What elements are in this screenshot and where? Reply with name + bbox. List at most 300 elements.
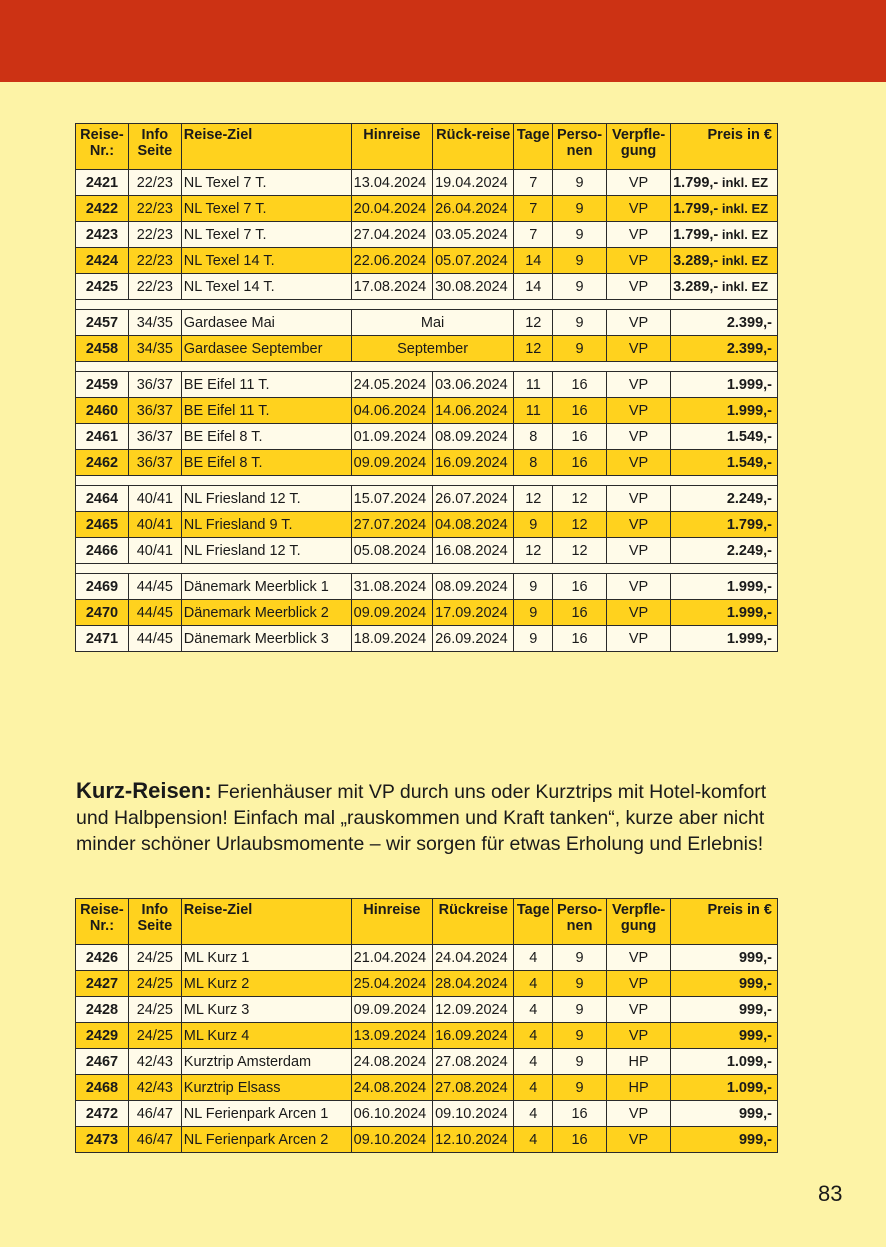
header-tage: Tage (514, 124, 553, 170)
cell-rueckreise: 16.09.2024 (433, 1023, 514, 1049)
cell-rueckreise: 27.08.2024 (433, 1075, 514, 1101)
cell-personen: 16 (553, 574, 607, 600)
cell-reise-ziel: Gardasee Mai (181, 310, 351, 336)
cell-reise-ziel: NL Texel 14 T. (181, 248, 351, 274)
cell-hinreise: 31.08.2024 (351, 574, 432, 600)
cell-hinreise: 09.10.2024 (351, 1127, 432, 1153)
header-hinreise: Hinreise (351, 899, 432, 945)
cell-personen: 12 (553, 512, 607, 538)
cell-personen: 9 (553, 310, 607, 336)
cell-personen: 9 (553, 196, 607, 222)
cell-preis (671, 372, 778, 398)
cell-rueckreise: 19.04.2024 (433, 170, 514, 196)
separator-cell (76, 476, 778, 486)
cell-verpflegung: VP (607, 1127, 671, 1153)
cell-tage: 4 (514, 1101, 553, 1127)
cell-tage: 12 (514, 486, 553, 512)
cell-reise-ziel: Dänemark Meerblick 3 (181, 626, 351, 652)
cell-tage: 14 (514, 248, 553, 274)
header-reise-ziel: Reise-Ziel (181, 124, 351, 170)
cell-personen: 9 (553, 170, 607, 196)
cell-preis (671, 626, 778, 652)
price-note: inkl. EZ (718, 200, 769, 216)
cell-reise-nr: 2468 (76, 1075, 129, 1101)
price-value: 3.289,- (673, 278, 719, 295)
cell-preis (671, 248, 778, 274)
cell-preis (671, 310, 778, 336)
cell-verpflegung: VP (607, 945, 671, 971)
cell-reise-nr: 2459 (76, 372, 129, 398)
cell-info-seite: 24/25 (128, 971, 181, 997)
cell-preis (671, 1101, 778, 1127)
cell-info-seite: 22/23 (128, 196, 181, 222)
cell-hinreise: 21.04.2024 (351, 945, 432, 971)
price-value: 1.549,- (726, 454, 772, 471)
table-header-row (76, 124, 778, 170)
cell-personen: 9 (553, 1023, 607, 1049)
cell-tage: 12 (514, 310, 553, 336)
header-rueckreise: Rück-reise (433, 124, 514, 170)
cell-verpflegung: VP (607, 538, 671, 564)
cell-info-seite: 40/41 (128, 512, 181, 538)
price-value: 2.399,- (726, 314, 772, 331)
header-verpflegung: Verpfle- gung (607, 124, 671, 170)
header-preis: Preis in € (671, 124, 778, 170)
cell-info-seite: 34/35 (128, 310, 181, 336)
cell-reise-nr: 2425 (76, 274, 129, 300)
cell-personen: 9 (553, 945, 607, 971)
cell-reise-ziel: ML Kurz 3 (181, 997, 351, 1023)
cell-preis (671, 997, 778, 1023)
price-value: 1.799,- (673, 174, 719, 191)
cell-rueckreise: 05.07.2024 (433, 248, 514, 274)
cell-reise-nr: 2465 (76, 512, 129, 538)
cell-preis (671, 450, 778, 476)
price-value: 1.799,- (726, 516, 772, 533)
cell-verpflegung: VP (607, 398, 671, 424)
cell-info-seite: 42/43 (128, 1049, 181, 1075)
cell-hinreise: 15.07.2024 (351, 486, 432, 512)
table-row (76, 310, 778, 336)
cell-personen: 9 (553, 971, 607, 997)
cell-reise-ziel: NL Texel 7 T. (181, 196, 351, 222)
price-note: inkl. EZ (718, 252, 769, 268)
page-number: 83 (818, 1181, 843, 1206)
price-value: 1.999,- (726, 630, 772, 647)
cell-tage: 7 (514, 222, 553, 248)
cell-personen: 12 (553, 486, 607, 512)
travel-table-short-trips (75, 898, 778, 1153)
cell-preis (671, 1127, 778, 1153)
cell-reise-ziel: Dänemark Meerblick 1 (181, 574, 351, 600)
cell-personen: 9 (553, 248, 607, 274)
cell-preis (671, 945, 778, 971)
cell-info-seite: 36/37 (128, 398, 181, 424)
price-note: inkl. EZ (718, 174, 769, 190)
cell-personen: 16 (553, 424, 607, 450)
cell-verpflegung: VP (607, 600, 671, 626)
header-preis: Preis in € (671, 899, 778, 945)
price-note: inkl. EZ (718, 278, 769, 294)
cell-verpflegung: VP (607, 1101, 671, 1127)
cell-personen: 16 (553, 626, 607, 652)
cell-preis (671, 336, 778, 362)
cell-personen: 16 (553, 398, 607, 424)
cell-preis (671, 600, 778, 626)
table-row (76, 196, 778, 222)
top-color-bar (0, 0, 886, 82)
cell-preis (671, 424, 778, 450)
cell-hinreise: 05.08.2024 (351, 538, 432, 564)
cell-hinreise: 01.09.2024 (351, 424, 432, 450)
cell-tage: 8 (514, 450, 553, 476)
cell-verpflegung: VP (607, 486, 671, 512)
cell-rueckreise: 12.10.2024 (433, 1127, 514, 1153)
cell-verpflegung: VP (607, 310, 671, 336)
cell-info-seite: 34/35 (128, 336, 181, 362)
table-row (76, 1101, 778, 1127)
cell-verpflegung: VP (607, 997, 671, 1023)
cell-hinreise: 20.04.2024 (351, 196, 432, 222)
table-row (76, 372, 778, 398)
cell-verpflegung: VP (607, 450, 671, 476)
table-row (76, 486, 778, 512)
cell-preis (671, 1075, 778, 1101)
cell-tage: 8 (514, 424, 553, 450)
cell-tage: 9 (514, 600, 553, 626)
cell-info-seite: 22/23 (128, 248, 181, 274)
price-value: 1.999,- (726, 402, 772, 419)
cell-reise-nr: 2471 (76, 626, 129, 652)
price-note: inkl. EZ (718, 226, 769, 242)
cell-preis (671, 222, 778, 248)
cell-info-seite: 44/45 (128, 626, 181, 652)
table-row (76, 424, 778, 450)
cell-reise-ziel: BE Eifel 8 T. (181, 450, 351, 476)
cell-reise-nr: 2422 (76, 196, 129, 222)
header-personen: Perso- nen (553, 899, 607, 945)
price-value: 2.249,- (726, 490, 772, 507)
cell-reise-nr: 2466 (76, 538, 129, 564)
cell-verpflegung: VP (607, 424, 671, 450)
price-value: 999,- (738, 1131, 772, 1148)
cell-preis (671, 398, 778, 424)
price-value: 1.549,- (726, 428, 772, 445)
cell-tage: 4 (514, 1075, 553, 1101)
cell-tage: 4 (514, 945, 553, 971)
cell-reise-ziel: ML Kurz 4 (181, 1023, 351, 1049)
cell-hinreise: 06.10.2024 (351, 1101, 432, 1127)
cell-reise-nr: 2457 (76, 310, 129, 336)
cell-reisezeitraum: September (351, 336, 514, 362)
price-value: 1.799,- (673, 200, 719, 217)
group-separator (76, 476, 778, 486)
cell-hinreise: 09.09.2024 (351, 997, 432, 1023)
table-row (76, 336, 778, 362)
table-row (76, 170, 778, 196)
cell-hinreise: 27.07.2024 (351, 512, 432, 538)
cell-rueckreise: 17.09.2024 (433, 600, 514, 626)
price-value: 3.289,- (673, 252, 719, 269)
table-row (76, 997, 778, 1023)
separator-cell (76, 300, 778, 310)
cell-rueckreise: 14.06.2024 (433, 398, 514, 424)
cell-hinreise: 13.04.2024 (351, 170, 432, 196)
cell-tage: 4 (514, 971, 553, 997)
price-value: 999,- (738, 1001, 772, 1018)
table-row (76, 945, 778, 971)
cell-reise-nr: 2424 (76, 248, 129, 274)
cell-info-seite: 42/43 (128, 1075, 181, 1101)
cell-hinreise: 24.05.2024 (351, 372, 432, 398)
price-value: 999,- (738, 1027, 772, 1044)
cell-tage: 9 (514, 626, 553, 652)
kurz-reisen-text: Ferienhäuser mit VP durch uns oder Kurztrips mit Hotel-komfort und Halbpension! Einfach mal „rauskommen und Kraft tanken“, kurze aber nicht minder schöner Urlaubsmomente – wir sorgen für etwas Erholung und Erlebnis! (76, 781, 767, 855)
cell-verpflegung: VP (607, 248, 671, 274)
cell-reise-ziel: BE Eifel 8 T. (181, 424, 351, 450)
cell-tage: 4 (514, 997, 553, 1023)
cell-reise-ziel: BE Eifel 11 T. (181, 398, 351, 424)
cell-reise-nr: 2421 (76, 170, 129, 196)
cell-hinreise: 09.09.2024 (351, 450, 432, 476)
group-separator (76, 564, 778, 574)
table-row (76, 1023, 778, 1049)
cell-reise-ziel: Dänemark Meerblick 2 (181, 600, 351, 626)
cell-info-seite: 40/41 (128, 538, 181, 564)
cell-info-seite: 36/37 (128, 372, 181, 398)
price-value: 2.249,- (726, 542, 772, 559)
cell-tage: 9 (514, 512, 553, 538)
group-separator (76, 362, 778, 372)
table-row (76, 600, 778, 626)
cell-tage: 4 (514, 1127, 553, 1153)
cell-rueckreise: 09.10.2024 (433, 1101, 514, 1127)
cell-preis (671, 538, 778, 564)
price-value: 1.999,- (726, 376, 772, 393)
cell-hinreise: 13.09.2024 (351, 1023, 432, 1049)
cell-reisezeitraum: Mai (351, 310, 514, 336)
cell-info-seite: 24/25 (128, 945, 181, 971)
cell-info-seite: 22/23 (128, 274, 181, 300)
cell-personen: 16 (553, 372, 607, 398)
cell-hinreise: 25.04.2024 (351, 971, 432, 997)
table-row (76, 574, 778, 600)
cell-rueckreise: 08.09.2024 (433, 574, 514, 600)
table-row (76, 512, 778, 538)
cell-verpflegung: VP (607, 574, 671, 600)
header-info-seite: Info Seite (128, 899, 181, 945)
table-row (76, 538, 778, 564)
cell-preis (671, 1023, 778, 1049)
cell-tage: 11 (514, 398, 553, 424)
kurz-reisen-heading: Kurz-Reisen: (76, 778, 212, 803)
cell-tage: 11 (514, 372, 553, 398)
cell-reise-ziel: NL Texel 14 T. (181, 274, 351, 300)
table-row (76, 222, 778, 248)
cell-personen: 9 (553, 997, 607, 1023)
cell-rueckreise: 03.05.2024 (433, 222, 514, 248)
cell-preis (671, 512, 778, 538)
cell-reise-nr: 2467 (76, 1049, 129, 1075)
cell-hinreise: 18.09.2024 (351, 626, 432, 652)
table-row (76, 626, 778, 652)
cell-reise-ziel: NL Texel 7 T. (181, 170, 351, 196)
cell-rueckreise: 16.09.2024 (433, 450, 514, 476)
cell-rueckreise: 28.04.2024 (433, 971, 514, 997)
header-info-seite: Info Seite (128, 124, 181, 170)
table-header-row (76, 899, 778, 945)
price-value: 999,- (738, 1105, 772, 1122)
cell-rueckreise: 16.08.2024 (433, 538, 514, 564)
cell-info-seite: 22/23 (128, 170, 181, 196)
cell-rueckreise: 04.08.2024 (433, 512, 514, 538)
cell-reise-ziel: NL Ferienpark Arcen 1 (181, 1101, 351, 1127)
cell-reise-nr: 2428 (76, 997, 129, 1023)
cell-personen: 12 (553, 538, 607, 564)
cell-preis (671, 486, 778, 512)
cell-tage: 4 (514, 1023, 553, 1049)
cell-reise-nr: 2472 (76, 1101, 129, 1127)
cell-hinreise: 24.08.2024 (351, 1049, 432, 1075)
cell-preis (671, 274, 778, 300)
cell-rueckreise: 30.08.2024 (433, 274, 514, 300)
cell-hinreise: 09.09.2024 (351, 600, 432, 626)
cell-personen: 9 (553, 222, 607, 248)
cell-personen: 16 (553, 1101, 607, 1127)
table-row (76, 398, 778, 424)
header-reise-nr: Reise- Nr.: (76, 899, 129, 945)
cell-personen: 16 (553, 600, 607, 626)
cell-verpflegung: VP (607, 512, 671, 538)
cell-reise-nr: 2426 (76, 945, 129, 971)
cell-tage: 4 (514, 1049, 553, 1075)
cell-hinreise: 27.04.2024 (351, 222, 432, 248)
cell-reise-ziel: NL Ferienpark Arcen 2 (181, 1127, 351, 1153)
cell-reise-ziel: ML Kurz 1 (181, 945, 351, 971)
cell-reise-nr: 2458 (76, 336, 129, 362)
cell-rueckreise: 26.04.2024 (433, 196, 514, 222)
cell-verpflegung: HP (607, 1049, 671, 1075)
cell-tage: 12 (514, 336, 553, 362)
cell-reise-nr: 2473 (76, 1127, 129, 1153)
separator-cell (76, 564, 778, 574)
cell-info-seite: 44/45 (128, 574, 181, 600)
cell-info-seite: 22/23 (128, 222, 181, 248)
header-reise-ziel: Reise-Ziel (181, 899, 351, 945)
cell-hinreise: 24.08.2024 (351, 1075, 432, 1101)
cell-personen: 9 (553, 1075, 607, 1101)
cell-info-seite: 24/25 (128, 1023, 181, 1049)
price-value: 1.099,- (726, 1053, 772, 1070)
cell-verpflegung: VP (607, 170, 671, 196)
cell-info-seite: 40/41 (128, 486, 181, 512)
cell-verpflegung: VP (607, 971, 671, 997)
price-value: 1.999,- (726, 604, 772, 621)
cell-rueckreise: 26.07.2024 (433, 486, 514, 512)
travel-table-main (75, 123, 778, 652)
cell-reise-nr: 2469 (76, 574, 129, 600)
price-value: 1.099,- (726, 1079, 772, 1096)
cell-rueckreise: 27.08.2024 (433, 1049, 514, 1075)
cell-info-seite: 36/37 (128, 450, 181, 476)
cell-rueckreise: 03.06.2024 (433, 372, 514, 398)
cell-personen: 9 (553, 1049, 607, 1075)
cell-reise-nr: 2423 (76, 222, 129, 248)
cell-reise-ziel: BE Eifel 11 T. (181, 372, 351, 398)
price-value: 1.999,- (726, 578, 772, 595)
cell-tage: 9 (514, 574, 553, 600)
cell-personen: 16 (553, 1127, 607, 1153)
cell-preis (671, 196, 778, 222)
cell-hinreise: 22.06.2024 (351, 248, 432, 274)
cell-verpflegung: HP (607, 1075, 671, 1101)
price-value: 999,- (738, 949, 772, 966)
cell-info-seite: 46/47 (128, 1101, 181, 1127)
price-value: 999,- (738, 975, 772, 992)
table-row (76, 1127, 778, 1153)
cell-verpflegung: VP (607, 196, 671, 222)
cell-personen: 9 (553, 336, 607, 362)
cell-info-seite: 36/37 (128, 424, 181, 450)
cell-reise-ziel: NL Texel 7 T. (181, 222, 351, 248)
cell-info-seite: 24/25 (128, 997, 181, 1023)
cell-tage: 12 (514, 538, 553, 564)
price-value: 2.399,- (726, 340, 772, 357)
cell-tage: 7 (514, 170, 553, 196)
cell-verpflegung: VP (607, 372, 671, 398)
cell-reise-nr: 2460 (76, 398, 129, 424)
cell-preis (671, 170, 778, 196)
table-row (76, 1049, 778, 1075)
price-value: 1.799,- (673, 226, 719, 243)
cell-reise-nr: 2429 (76, 1023, 129, 1049)
cell-verpflegung: VP (607, 222, 671, 248)
cell-verpflegung: VP (607, 1023, 671, 1049)
kurz-reisen-intro (76, 778, 776, 857)
header-reise-nr: Reise- Nr.: (76, 124, 129, 170)
cell-info-seite: 46/47 (128, 1127, 181, 1153)
cell-personen: 16 (553, 450, 607, 476)
cell-reise-nr: 2461 (76, 424, 129, 450)
header-personen: Perso- nen (553, 124, 607, 170)
header-verpflegung: Verpfle- gung (607, 899, 671, 945)
group-separator (76, 300, 778, 310)
cell-personen: 9 (553, 274, 607, 300)
cell-rueckreise: 26.09.2024 (433, 626, 514, 652)
cell-reise-nr: 2427 (76, 971, 129, 997)
cell-reise-ziel: ML Kurz 2 (181, 971, 351, 997)
table-row (76, 248, 778, 274)
cell-preis (671, 1049, 778, 1075)
cell-rueckreise: 24.04.2024 (433, 945, 514, 971)
cell-hinreise: 04.06.2024 (351, 398, 432, 424)
cell-hinreise: 17.08.2024 (351, 274, 432, 300)
cell-verpflegung: VP (607, 274, 671, 300)
cell-reise-ziel: Gardasee September (181, 336, 351, 362)
cell-reise-ziel: Kurztrip Elsass (181, 1075, 351, 1101)
cell-verpflegung: VP (607, 336, 671, 362)
cell-preis (671, 971, 778, 997)
cell-rueckreise: 08.09.2024 (433, 424, 514, 450)
cell-reise-ziel: NL Friesland 9 T. (181, 512, 351, 538)
header-tage: Tage (514, 899, 553, 945)
cell-verpflegung: VP (607, 626, 671, 652)
table-row (76, 1075, 778, 1101)
table-row (76, 274, 778, 300)
cell-rueckreise: 12.09.2024 (433, 997, 514, 1023)
cell-info-seite: 44/45 (128, 600, 181, 626)
cell-reise-nr: 2470 (76, 600, 129, 626)
